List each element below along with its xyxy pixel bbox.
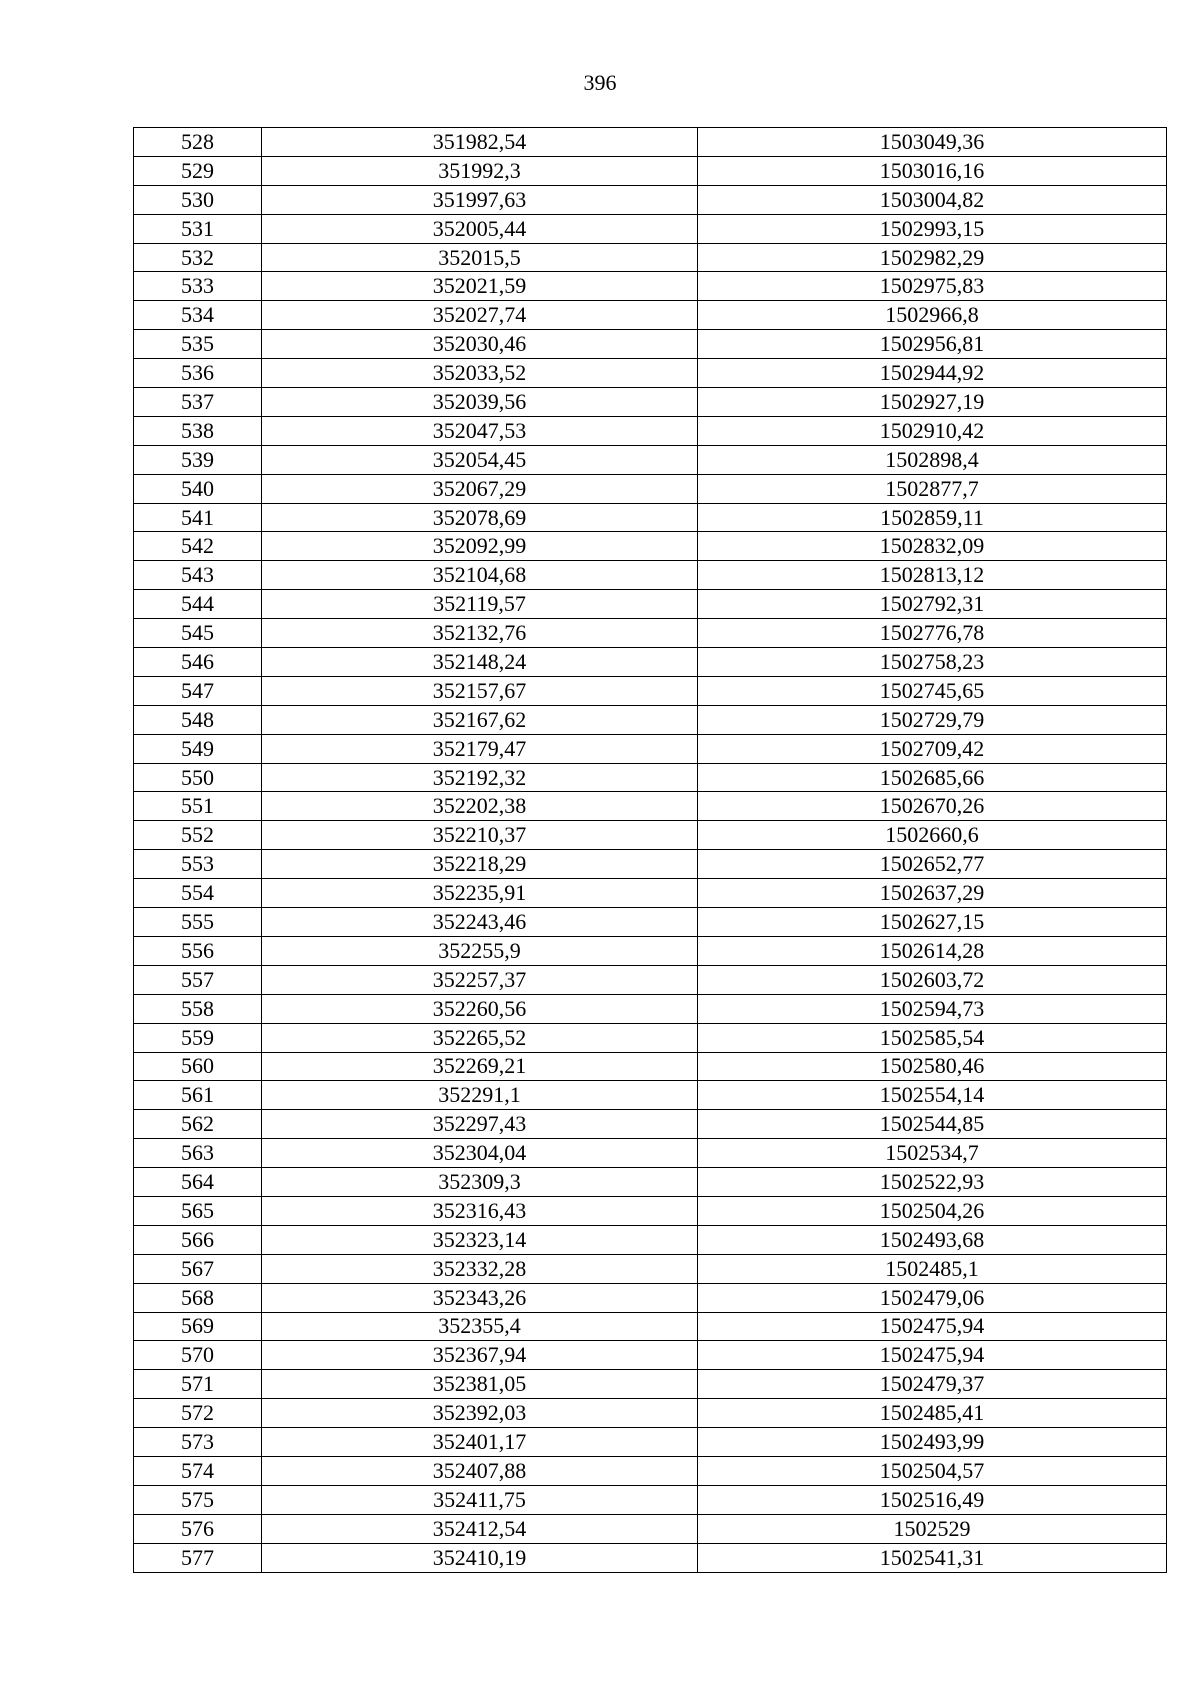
point-number-cell: 562 <box>134 1110 262 1139</box>
table-row <box>134 850 1167 879</box>
x-coordinate-cell: 352260,56 <box>262 994 698 1023</box>
table-row <box>134 185 1167 214</box>
table-row <box>134 1081 1167 1110</box>
x-coordinate-cell: 352243,46 <box>262 908 698 937</box>
y-coordinate-cell: 1502554,14 <box>698 1081 1167 1110</box>
table-row <box>134 1485 1167 1514</box>
point-number-cell: 544 <box>134 590 262 619</box>
y-coordinate-cell: 1502910,42 <box>698 416 1167 445</box>
y-coordinate-cell: 1502516,49 <box>698 1485 1167 1514</box>
y-coordinate-cell: 1502898,4 <box>698 445 1167 474</box>
table-row <box>134 1110 1167 1139</box>
x-coordinate-cell: 352235,91 <box>262 879 698 908</box>
x-coordinate-cell: 352410,19 <box>262 1543 698 1572</box>
y-coordinate-cell: 1502614,28 <box>698 936 1167 965</box>
x-coordinate-cell: 352027,74 <box>262 301 698 330</box>
table-row <box>134 763 1167 792</box>
point-number-cell: 549 <box>134 734 262 763</box>
point-number-cell: 535 <box>134 330 262 359</box>
y-coordinate-cell: 1502541,31 <box>698 1543 1167 1572</box>
x-coordinate-cell: 352255,9 <box>262 936 698 965</box>
table-row <box>134 734 1167 763</box>
table-row <box>134 619 1167 648</box>
y-coordinate-cell: 1502956,81 <box>698 330 1167 359</box>
y-coordinate-cell: 1502603,72 <box>698 965 1167 994</box>
y-coordinate-cell: 1502522,93 <box>698 1168 1167 1197</box>
y-coordinate-cell: 1502493,68 <box>698 1225 1167 1254</box>
point-number-cell: 530 <box>134 185 262 214</box>
x-coordinate-cell: 352297,43 <box>262 1110 698 1139</box>
y-coordinate-cell: 1502475,94 <box>698 1341 1167 1370</box>
x-coordinate-cell: 352167,62 <box>262 705 698 734</box>
x-coordinate-cell: 352265,52 <box>262 1023 698 1052</box>
point-number-cell: 574 <box>134 1456 262 1485</box>
y-coordinate-cell: 1502729,79 <box>698 705 1167 734</box>
point-number-cell: 552 <box>134 821 262 850</box>
x-coordinate-cell: 352210,37 <box>262 821 698 850</box>
table-row <box>134 590 1167 619</box>
point-number-cell: 538 <box>134 416 262 445</box>
x-coordinate-cell: 352192,32 <box>262 763 698 792</box>
y-coordinate-cell: 1502832,09 <box>698 532 1167 561</box>
point-number-cell: 560 <box>134 1052 262 1081</box>
point-number-cell: 541 <box>134 503 262 532</box>
table-row <box>134 1399 1167 1428</box>
table-row <box>134 388 1167 417</box>
x-coordinate-cell: 352309,3 <box>262 1168 698 1197</box>
x-coordinate-cell: 352407,88 <box>262 1456 698 1485</box>
y-coordinate-cell: 1502813,12 <box>698 561 1167 590</box>
table-row <box>134 156 1167 185</box>
point-number-cell: 569 <box>134 1312 262 1341</box>
table-row <box>134 1139 1167 1168</box>
y-coordinate-cell: 1502776,78 <box>698 619 1167 648</box>
table-row <box>134 879 1167 908</box>
y-coordinate-cell: 1502504,26 <box>698 1196 1167 1225</box>
y-coordinate-cell: 1502637,29 <box>698 879 1167 908</box>
point-number-cell: 537 <box>134 388 262 417</box>
y-coordinate-cell: 1502485,1 <box>698 1254 1167 1283</box>
y-coordinate-cell: 1502475,94 <box>698 1312 1167 1341</box>
y-coordinate-cell: 1502670,26 <box>698 792 1167 821</box>
x-coordinate-cell: 352015,5 <box>262 243 698 272</box>
y-coordinate-cell: 1503004,82 <box>698 185 1167 214</box>
table-row <box>134 416 1167 445</box>
x-coordinate-cell: 352316,43 <box>262 1196 698 1225</box>
table-row <box>134 821 1167 850</box>
y-coordinate-cell: 1502660,6 <box>698 821 1167 850</box>
x-coordinate-cell: 352269,21 <box>262 1052 698 1081</box>
point-number-cell: 543 <box>134 561 262 590</box>
point-number-cell: 555 <box>134 908 262 937</box>
y-coordinate-cell: 1502975,83 <box>698 272 1167 301</box>
y-coordinate-cell: 1502585,54 <box>698 1023 1167 1052</box>
table-row <box>134 272 1167 301</box>
x-coordinate-cell: 352323,14 <box>262 1225 698 1254</box>
table-row <box>134 705 1167 734</box>
table-row <box>134 214 1167 243</box>
y-coordinate-cell: 1502479,37 <box>698 1370 1167 1399</box>
table-row <box>134 1341 1167 1370</box>
x-coordinate-cell: 352179,47 <box>262 734 698 763</box>
point-number-cell: 536 <box>134 359 262 388</box>
x-coordinate-cell: 352392,03 <box>262 1399 698 1428</box>
point-number-cell: 553 <box>134 850 262 879</box>
y-coordinate-cell: 1502758,23 <box>698 648 1167 677</box>
point-number-cell: 548 <box>134 705 262 734</box>
y-coordinate-cell: 1502745,65 <box>698 676 1167 705</box>
y-coordinate-cell: 1502685,66 <box>698 763 1167 792</box>
table-row <box>134 994 1167 1023</box>
x-coordinate-cell: 352030,46 <box>262 330 698 359</box>
x-coordinate-cell: 351997,63 <box>262 185 698 214</box>
point-number-cell: 557 <box>134 965 262 994</box>
page-number: 396 <box>583 70 617 95</box>
point-number-cell: 558 <box>134 994 262 1023</box>
point-number-cell: 556 <box>134 936 262 965</box>
point-number-cell: 547 <box>134 676 262 705</box>
point-number-cell: 575 <box>134 1485 262 1514</box>
point-number-cell: 532 <box>134 243 262 272</box>
y-coordinate-cell: 1502877,7 <box>698 474 1167 503</box>
x-coordinate-cell: 352054,45 <box>262 445 698 474</box>
y-coordinate-cell: 1502534,7 <box>698 1139 1167 1168</box>
x-coordinate-cell: 352332,28 <box>262 1254 698 1283</box>
table-row <box>134 1023 1167 1052</box>
table-row <box>134 965 1167 994</box>
table-row <box>134 474 1167 503</box>
table-row <box>134 1196 1167 1225</box>
table-row <box>134 1052 1167 1081</box>
y-coordinate-cell: 1502479,06 <box>698 1283 1167 1312</box>
table-row <box>134 128 1167 157</box>
table-row <box>134 330 1167 359</box>
table-row <box>134 243 1167 272</box>
x-coordinate-cell: 352092,99 <box>262 532 698 561</box>
point-number-cell: 533 <box>134 272 262 301</box>
x-coordinate-cell: 352367,94 <box>262 1341 698 1370</box>
x-coordinate-cell: 352104,68 <box>262 561 698 590</box>
x-coordinate-cell: 352202,38 <box>262 792 698 821</box>
y-coordinate-cell: 1503049,36 <box>698 128 1167 157</box>
x-coordinate-cell: 352078,69 <box>262 503 698 532</box>
point-number-cell: 554 <box>134 879 262 908</box>
table-row <box>134 503 1167 532</box>
y-coordinate-cell: 1502792,31 <box>698 590 1167 619</box>
y-coordinate-cell: 1502993,15 <box>698 214 1167 243</box>
table-row <box>134 676 1167 705</box>
x-coordinate-cell: 352021,59 <box>262 272 698 301</box>
table-row <box>134 1543 1167 1572</box>
y-coordinate-cell: 1502966,8 <box>698 301 1167 330</box>
table-row <box>134 1428 1167 1457</box>
coordinates-table <box>133 127 1167 1573</box>
table-row <box>134 792 1167 821</box>
point-number-cell: 528 <box>134 128 262 157</box>
x-coordinate-cell: 352119,57 <box>262 590 698 619</box>
table-row <box>134 648 1167 677</box>
table-row <box>134 532 1167 561</box>
point-number-cell: 546 <box>134 648 262 677</box>
x-coordinate-cell: 352148,24 <box>262 648 698 677</box>
point-number-cell: 531 <box>134 214 262 243</box>
x-coordinate-cell: 351982,54 <box>262 128 698 157</box>
table-row <box>134 359 1167 388</box>
x-coordinate-cell: 352157,67 <box>262 676 698 705</box>
point-number-cell: 550 <box>134 763 262 792</box>
x-coordinate-cell: 352033,52 <box>262 359 698 388</box>
point-number-cell: 542 <box>134 532 262 561</box>
x-coordinate-cell: 352047,53 <box>262 416 698 445</box>
point-number-cell: 529 <box>134 156 262 185</box>
y-coordinate-cell: 1502594,73 <box>698 994 1167 1023</box>
table-row <box>134 301 1167 330</box>
y-coordinate-cell: 1502504,57 <box>698 1456 1167 1485</box>
y-coordinate-cell: 1502493,99 <box>698 1428 1167 1457</box>
point-number-cell: 559 <box>134 1023 262 1052</box>
point-number-cell: 573 <box>134 1428 262 1457</box>
table-row <box>134 1456 1167 1485</box>
point-number-cell: 551 <box>134 792 262 821</box>
y-coordinate-cell: 1502927,19 <box>698 388 1167 417</box>
table-row <box>134 936 1167 965</box>
x-coordinate-cell: 352381,05 <box>262 1370 698 1399</box>
x-coordinate-cell: 352257,37 <box>262 965 698 994</box>
point-number-cell: 561 <box>134 1081 262 1110</box>
y-coordinate-cell: 1502944,92 <box>698 359 1167 388</box>
table-row <box>134 561 1167 590</box>
table-row <box>134 908 1167 937</box>
x-coordinate-cell: 352291,1 <box>262 1081 698 1110</box>
point-number-cell: 539 <box>134 445 262 474</box>
point-number-cell: 565 <box>134 1196 262 1225</box>
y-coordinate-cell: 1502580,46 <box>698 1052 1167 1081</box>
x-coordinate-cell: 352304,04 <box>262 1139 698 1168</box>
x-coordinate-cell: 352411,75 <box>262 1485 698 1514</box>
table-row <box>134 1312 1167 1341</box>
table-row <box>134 1168 1167 1197</box>
y-coordinate-cell: 1502485,41 <box>698 1399 1167 1428</box>
point-number-cell: 567 <box>134 1254 262 1283</box>
table-row <box>134 1514 1167 1543</box>
table-row <box>134 1283 1167 1312</box>
point-number-cell: 576 <box>134 1514 262 1543</box>
y-coordinate-cell: 1502529 <box>698 1514 1167 1543</box>
point-number-cell: 570 <box>134 1341 262 1370</box>
point-number-cell: 577 <box>134 1543 262 1572</box>
y-coordinate-cell: 1502859,11 <box>698 503 1167 532</box>
x-coordinate-cell: 351992,3 <box>262 156 698 185</box>
point-number-cell: 540 <box>134 474 262 503</box>
y-coordinate-cell: 1502652,77 <box>698 850 1167 879</box>
y-coordinate-cell: 1502709,42 <box>698 734 1167 763</box>
table-row <box>134 1370 1167 1399</box>
x-coordinate-cell: 352343,26 <box>262 1283 698 1312</box>
y-coordinate-cell: 1502544,85 <box>698 1110 1167 1139</box>
x-coordinate-cell: 352401,17 <box>262 1428 698 1457</box>
x-coordinate-cell: 352067,29 <box>262 474 698 503</box>
x-coordinate-cell: 352132,76 <box>262 619 698 648</box>
table-row <box>134 1225 1167 1254</box>
y-coordinate-cell: 1503016,16 <box>698 156 1167 185</box>
x-coordinate-cell: 352355,4 <box>262 1312 698 1341</box>
point-number-cell: 566 <box>134 1225 262 1254</box>
x-coordinate-cell: 352412,54 <box>262 1514 698 1543</box>
x-coordinate-cell: 352039,56 <box>262 388 698 417</box>
point-number-cell: 571 <box>134 1370 262 1399</box>
point-number-cell: 568 <box>134 1283 262 1312</box>
coordinates-table-body <box>134 128 1167 1573</box>
x-coordinate-cell: 352218,29 <box>262 850 698 879</box>
y-coordinate-cell: 1502627,15 <box>698 908 1167 937</box>
table-row <box>134 445 1167 474</box>
y-coordinate-cell: 1502982,29 <box>698 243 1167 272</box>
table-row <box>134 1254 1167 1283</box>
point-number-cell: 572 <box>134 1399 262 1428</box>
point-number-cell: 545 <box>134 619 262 648</box>
point-number-cell: 563 <box>134 1139 262 1168</box>
point-number-cell: 534 <box>134 301 262 330</box>
x-coordinate-cell: 352005,44 <box>262 214 698 243</box>
point-number-cell: 564 <box>134 1168 262 1197</box>
